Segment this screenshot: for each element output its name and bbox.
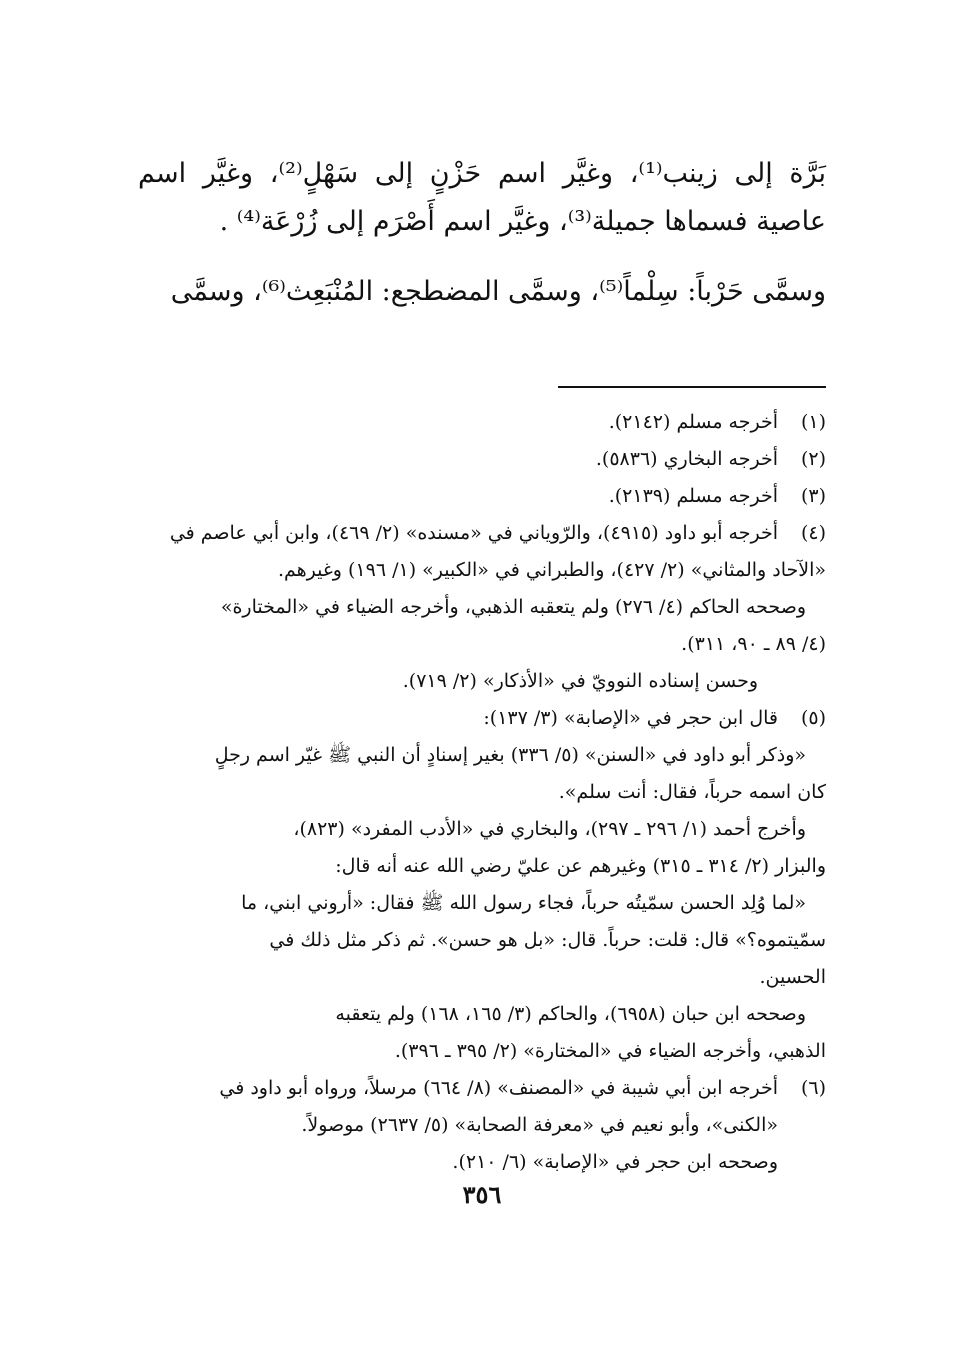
- footnote-line: وصححه الحاكم (٤/ ٢٧٦) ولم يتعقبه الذهبي، وأخرجه الضياء في «المختارة»: [220, 596, 806, 618]
- footnote-line: (٤/ ٨٩ ـ ٩٠، ٣١١).: [681, 633, 826, 655]
- footnote-1: [136, 404, 826, 441]
- main-text: [138, 150, 826, 316]
- footnote-line: وأخرج أحمد (١/ ٢٩٦ ـ ٢٩٧)، والبخاري في «الأدب المفرد» (٨٢٣)،: [293, 818, 806, 840]
- footnote-line: أخرجه البخاري (٥٨٣٦).: [595, 448, 778, 470]
- footnote-line: وصححه ابن حبان (٦٩٥٨)، والحاكم (٣/ ١٦٥، ١٦٨) ولم يتعقبه: [335, 1003, 806, 1025]
- footnote-line: وحسن إسناده النوويّ في «الأذكار» (٢/ ٧١٩).: [402, 670, 758, 692]
- footnote-line: أخرجه مسلم (٢١٣٩).: [608, 485, 778, 507]
- footnote-line: أخرجه مسلم (٢١٤٢).: [608, 411, 778, 433]
- footnote-line: «وذكر أبو داود في «السنن» (٥/ ٣٣٦) بغير إسنادٍ أن النبي ﷺ غيّر اسم رجلٍ: [214, 744, 806, 766]
- page-number: ٣٥٦: [462, 1180, 502, 1209]
- footnote-line: سمّيتموه؟» قال: قلت: حرباً. قال: «بل هو حسن». ثم ذكر مثل ذلك في: [269, 929, 826, 951]
- footnote-4: [136, 515, 826, 700]
- footnote-number: (٦): [800, 1077, 826, 1099]
- footnote-2: [136, 441, 826, 478]
- footnote-line: كان اسمه حرباً، فقال: أنت سلم».: [558, 781, 826, 803]
- footnote-line: أخرجه ابن أبي شيبة في «المصنف» (٨/ ٦٦٤) مرسلاً، ورواه أبو داود في: [219, 1077, 778, 1099]
- footnote-line: «الكنى»، وأبو نعيم في «معرفة الصحابة» (٥/ ٢٦٣٧) موصولاً.: [301, 1114, 778, 1136]
- footnote-line: «لما وُلِد الحسن سمّيتُه حرباً، فجاء رسول الله ﷺ فقال: «أروني ابني، ما: [241, 892, 806, 914]
- footnote-number: (٣): [800, 485, 826, 507]
- footnote-number: (٤): [800, 522, 826, 544]
- paragraph-2: وسمَّى حَرْباً: سِلْماً⁽⁵⁾، وسمَّى المضطجع: المُنْبَعِث⁽⁶⁾، وسمَّى: [170, 276, 826, 307]
- paragraph-1: بَرَّة إلى زينب⁽¹⁾، وغيَّر اسم حَزْنٍ إلى سَهْلٍ⁽²⁾، وغيَّر اسم عاصية فسماها جميلة⁽³⁾، وغيَّر اسم أَصْرَم إلى زُرْعَة⁽⁴⁾ .: [138, 158, 826, 237]
- footnote-line: أخرجه أبو داود (٤٩١٥)، والرّوياني في «مسنده» (٢/ ٤٦٩)، وابن أبي عاصم في: [169, 522, 778, 544]
- footnote-number: (١): [800, 411, 826, 433]
- footnote-3: [136, 478, 826, 515]
- footnote-line: قال ابن حجر في «الإصابة» (٣/ ١٣٧):: [483, 707, 778, 729]
- footnote-6: [136, 1070, 826, 1181]
- footnote-line: الذهبي، وأخرجه الضياء في «المختارة» (٢/ ٣٩٥ ـ ٣٩٦).: [394, 1040, 826, 1062]
- footnote-line: «الآحاد والمثاني» (٢/ ٤٢٧)، والطبراني في «الكبير» (١/ ١٩٦) وغيرهم.: [277, 559, 826, 581]
- footnote-line: والبزار (٢/ ٣١٤ ـ ٣١٥) وغيرهم عن عليّ رضي الله عنه أنه قال:: [335, 855, 826, 877]
- footnote-line: وصححه ابن حجر في «الإصابة» (٦/ ٢١٠).: [452, 1151, 778, 1173]
- footnote-5: [136, 700, 826, 1070]
- footnote-line: الحسين.: [759, 966, 826, 988]
- footnote-number: (٢): [800, 448, 826, 470]
- footnotes: [136, 404, 826, 1181]
- footnote-separator: [558, 386, 826, 388]
- footnote-number: (٥): [800, 707, 826, 729]
